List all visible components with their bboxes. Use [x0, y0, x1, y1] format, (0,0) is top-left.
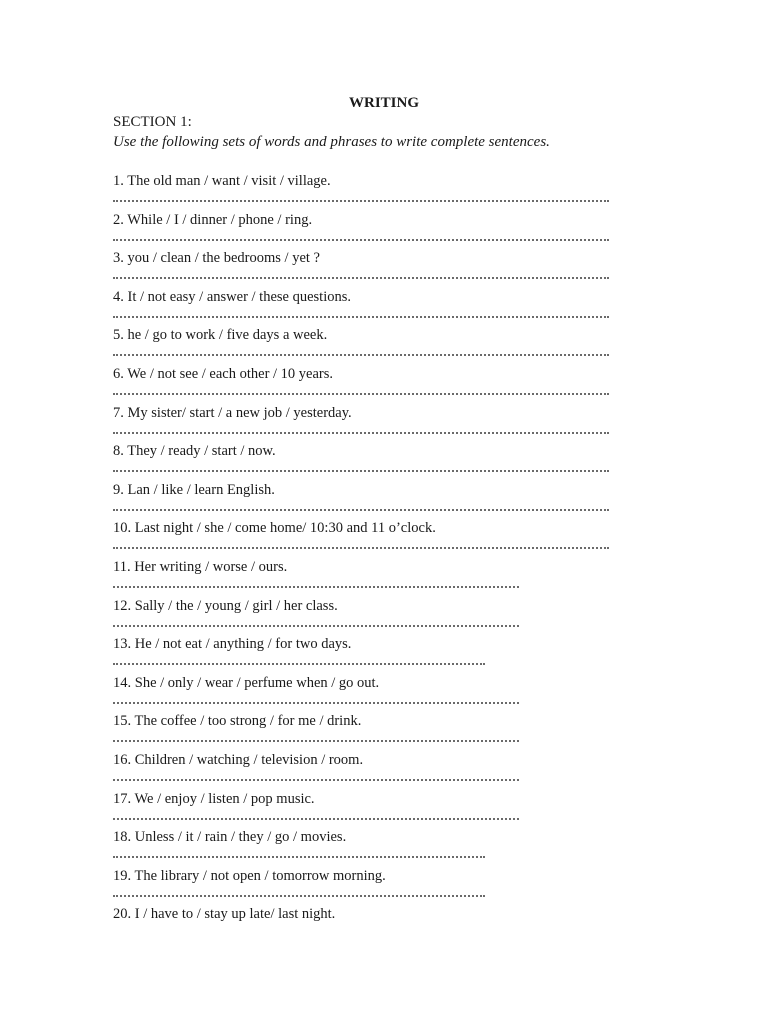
exercise-prompt: 18. Unless / it / rain / they / go / movies.: [113, 829, 347, 846]
exercise-item: [113, 211, 633, 250]
page-title: WRITING: [348, 95, 419, 111]
exercise-list: [113, 172, 633, 944]
answer-line[interactable]: [113, 582, 519, 588]
exercise-item: [113, 442, 633, 481]
exercise-item: [113, 597, 633, 636]
instructions: Use the following sets of words and phrases to write complete sentences.: [113, 134, 550, 150]
exercise-prompt: 7. My sister/ start / a new job / yesterday.: [113, 404, 352, 421]
answer-line[interactable]: [113, 273, 609, 279]
exercise-item: [113, 867, 633, 906]
exercise-item: [113, 790, 633, 829]
exercise-prompt: 4. It / not easy / answer / these questions.: [113, 288, 351, 305]
exercise-item: [113, 172, 633, 211]
exercise-prompt: 15. The coffee / too strong / for me / drink.: [113, 713, 362, 730]
answer-line[interactable]: [113, 312, 609, 318]
exercise-item: [113, 365, 633, 404]
answer-line[interactable]: [113, 891, 485, 897]
exercise-prompt: 20. I / have to / stay up late/ last night.: [113, 906, 336, 923]
exercise-item: [113, 558, 633, 597]
answer-line[interactable]: [113, 350, 609, 356]
exercise-item: [113, 481, 633, 520]
exercise-prompt: 5. he / go to work / five days a week.: [113, 327, 328, 344]
exercise-item: [113, 404, 633, 443]
exercise-prompt: 13. He / not eat / anything / for two days.: [113, 636, 352, 653]
exercise-prompt: 8. They / ready / start / now.: [113, 443, 276, 460]
answer-line[interactable]: [113, 235, 609, 241]
exercise-item: [113, 751, 633, 790]
answer-line[interactable]: [113, 698, 519, 704]
answer-line[interactable]: [113, 852, 485, 858]
exercise-prompt: 3. you / clean / the bedrooms / yet ?: [113, 250, 320, 267]
exercise-prompt: 16. Children / watching / television / room.: [113, 751, 364, 768]
exercise-prompt: 19. The library / not open / tomorrow morning.: [113, 867, 386, 884]
answer-line[interactable]: [113, 389, 609, 395]
answer-line[interactable]: [113, 775, 519, 781]
answer-line[interactable]: [113, 505, 609, 511]
exercise-prompt: 6. We / not see / each other / 10 years.: [113, 365, 334, 382]
exercise-item: [113, 249, 633, 288]
exercise-item: [113, 635, 633, 674]
answer-line[interactable]: [113, 621, 519, 627]
exercise-prompt: 9. Lan / like / learn English.: [113, 481, 275, 498]
exercise-prompt: 1. The old man / want / visit / village.: [113, 173, 331, 189]
section-label: SECTION 1:: [113, 114, 192, 130]
answer-line[interactable]: [113, 543, 609, 549]
answer-line[interactable]: [113, 196, 609, 202]
exercise-prompt: 12. Sally / the / young / girl / her class.: [113, 597, 338, 614]
exercise-prompt: 14. She / only / wear / perfume when / go out.: [113, 674, 380, 691]
exercise-item: [113, 519, 633, 558]
exercise-prompt: 10. Last night / she / come home/ 10:30 and 11 o’clock.: [113, 520, 436, 537]
exercise-item: [113, 828, 633, 867]
answer-line[interactable]: [113, 466, 609, 472]
answer-line[interactable]: [113, 736, 519, 742]
exercise-item: [113, 674, 633, 713]
answer-line[interactable]: [113, 428, 609, 434]
exercise-prompt: 17. We / enjoy / listen / pop music.: [113, 790, 315, 807]
answer-line[interactable]: [113, 659, 485, 665]
exercise-item: [113, 288, 633, 327]
exercise-item: [113, 326, 633, 365]
exercise-prompt: 11. Her writing / worse / ours.: [113, 558, 288, 575]
exercise-item: [113, 905, 633, 944]
answer-line[interactable]: [113, 814, 519, 820]
exercise-prompt: 2. While / I / dinner / phone / ring.: [113, 211, 313, 228]
exercise-item: [113, 712, 633, 751]
